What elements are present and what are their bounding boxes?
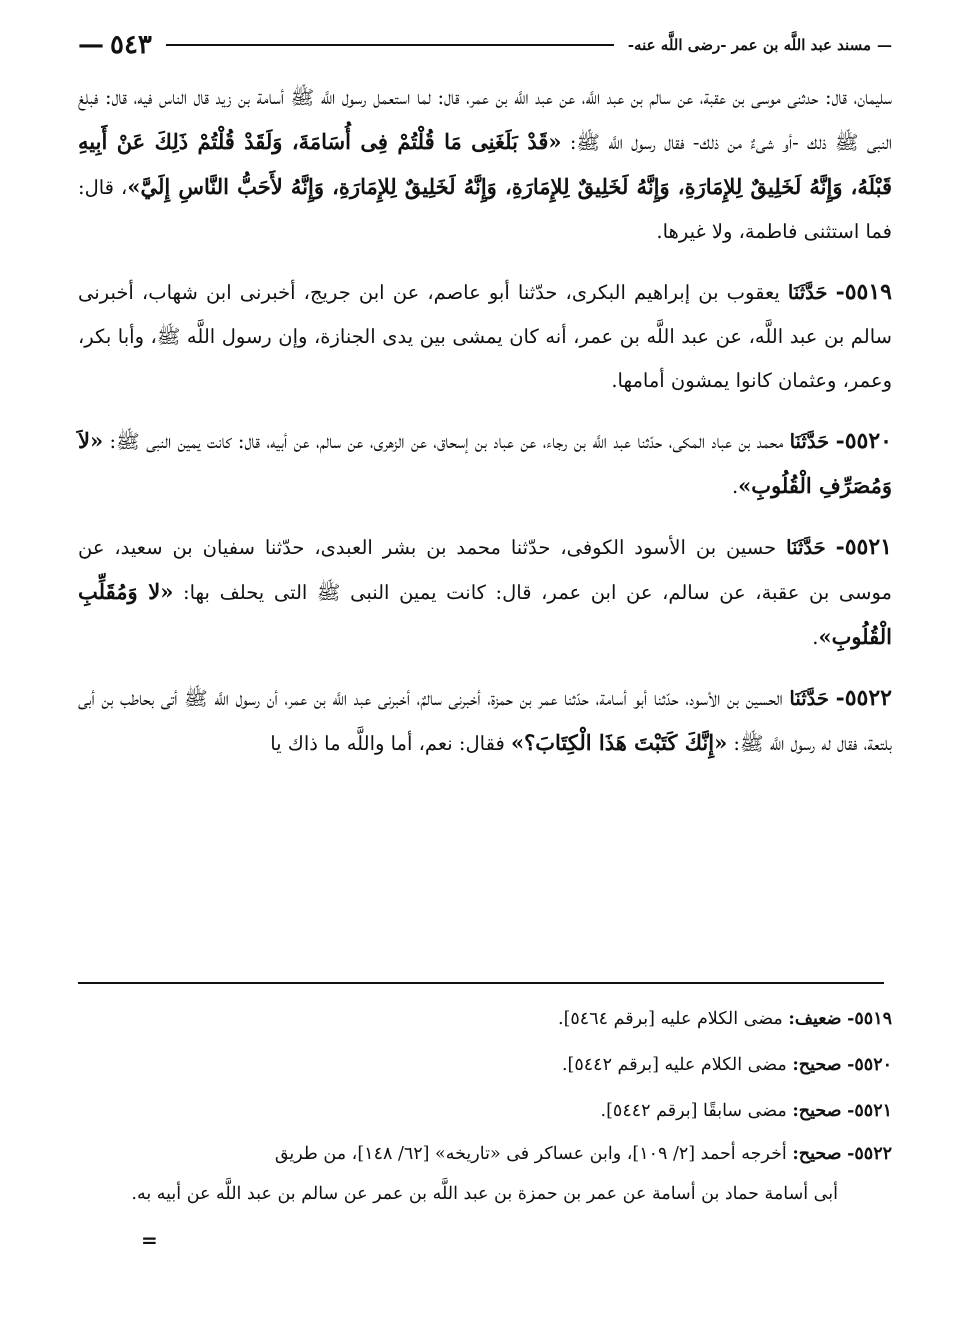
hadith-opening: حَدَّثَنَا xyxy=(786,536,826,559)
grade-label: صحيح: xyxy=(792,1055,842,1075)
running-title: —مسند عبد اللَّه بن عمر -رضى اللَّه عنه- xyxy=(627,36,892,54)
prophetic-quote: «قَدْ بَلَغَنِى مَا قُلْتُمْ فِى أُسَامَةَ، وَلَقَدْ قُلْتُمْ ذَلِكَ عَنْ أَبِيهِ قَبْلَهُ، وَإِنَّهُ لَخَلِيقٌ لِلإِمَارَةِ، وَإِنَّهُ لَخَلِيقٌ لِلإِمَارَةِ، وَإِنَّهُ لَخَلِيقٌ لِلإِمَارَةِ، وَإِنَّهُ لأَحَبُّ النَّاسِ إِلَيَّ» xyxy=(78,129,893,199)
hadith-number: ٥٥١٩- xyxy=(835,279,892,305)
page-number: ٥٤٣— xyxy=(78,30,152,60)
prophetic-quote: «إِنَّكَ كَتَبْتَ هَذَا الْكِتَابَ؟» xyxy=(510,730,728,755)
grade-label: صحيح: xyxy=(792,1101,842,1121)
hadith-5519: ٥٥١٩- حَدَّثَنَا يعقوب بن إبراهيم البكرى، حدّثنا أبو عاصم، عن ابن جريج، أخبرنى ابن شهاب، أخبرنى سالم بن عبد اللَّه، عن عبد اللَّه بن عمر، أنه كان يمشى بين يدى الجنازة، وإن رسول اللَّه ﷺ، وأبا بكر، وعمر، وعثمان كانوا يمشون أمامها. xyxy=(78,279,892,392)
footnote-separator xyxy=(78,982,884,984)
footnote-5522: ٥٥٢٢- صحيح: أخرجه أحمد [٢/ ١٠٩]، وابن عساكر فى «تاريخه» [٦٢/ ١٤٨]، من طريق أبى أسامة حماد بن أسامة عن عمر بن حمزة بن عبد اللَّه بن عمر عن سالم بن عبد اللَّه عن أبيه به. xyxy=(78,1134,892,1214)
prophetic-quote: «لا وَمُقَلِّبِ الْقُلُوبِ» xyxy=(78,579,892,649)
hadith-opening: حَدَّثَنَا xyxy=(789,687,829,710)
page-header xyxy=(78,28,892,62)
hadith-number: ٥٥٢٠- xyxy=(835,428,892,454)
header-rule xyxy=(166,44,614,46)
grade-label: ضعيف: xyxy=(788,1009,842,1029)
hadith-number: ٥٥٢١- xyxy=(835,534,892,560)
hadith-5520: ٥٥٢٠- حَدَّثَنَا محمد بن عباد المكى، حدّثنا عبد اللَّه بن رجاء، عن عباد بن إسحاق، عن الزهرى، عن سالم، عن أبيه، قال: كانت يمين النبى ﷺ: «لاَ وَمُصَرِّفِ الْقُلُوبِ». xyxy=(78,428,892,498)
footnote-5519: ٥٥١٩- ضعيف: مضى الكلام عليه [برقم ٥٤٦٤]. xyxy=(558,1009,892,1029)
intro-paragraph: سليمان، قال: حدثنى موسى بن عقبة، عن سالم بن عبد اللَّه، عن عبد اللَّه بن عمر، قال: لما استعمل رسول اللَّه ﷺ أسامة بن زيد قال الناس فيه، قال: فبلغ النبى ﷺ ذلك -أو شىءٌ من ذلك- فقال رسول اللَّه ﷺ: «قَدْ بَلَغَنِى مَا قُلْتُمْ فِى أُسَامَةَ، وَلَقَدْ قُلْتُمْ ذَلِكَ عَنْ أَبِيهِ قَبْلَهُ، وَإِنَّهُ لَخَلِيقٌ لِلإِمَارَةِ، وَإِنَّهُ لَخَلِيقٌ لِلإِمَارَةِ، وَإِنَّهُ لَخَلِيقٌ لِلإِمَارَةِ، وَإِنَّهُ لأَحَبُّ النَّاسِ إِلَيَّ»، قال: فما استثنى فاطمة، ولا غيرها. xyxy=(78,86,893,243)
footnote-continuation: أبى أسامة حماد بن أسامة عن عمر بن حمزة بن عبد اللَّه بن عمر عن سالم بن عبد اللَّه عن أبيه به. xyxy=(131,1184,838,1204)
hadith-opening: حَدَّثَنَا xyxy=(787,281,828,304)
footnotes xyxy=(78,996,892,1214)
grade-label: صحيح: xyxy=(792,1144,842,1164)
footnote-5521: ٥٥٢١- صحيح: مضى سابقًا [برقم ٥٤٤٢]. xyxy=(600,1101,892,1121)
hadith-5521: ٥٥٢١- حَدَّثَنَا حسين بن الأسود الكوفى، حدّثنا محمد بن بشر العبدى، حدّثنا سفيان بن سعيد، عن موسى بن عقبة، عن سالم، عن ابن عمر، قال: كانت يمين النبى ﷺ التى يحلف بها: «لا وَمُقَلِّبِ الْقُلُوبِ». xyxy=(78,534,893,649)
continuation-mark: = xyxy=(141,1228,158,1252)
main-text xyxy=(78,76,892,782)
hadith-5522: ٥٥٢٢- حَدَّثَنَا الحسين بن الأسود، حدّثنا أبو أسامة، حدّثنا عمر بن حمزة، أخبرنى سالمٌ، أخبرنى عبد اللَّه بن عمر، أن رسول اللَّه ﷺ أتى بحاطب بن أبى بلتعة، فقال له رسول اللَّه ﷺ: «إِنَّكَ كَتَبْتَ هَذَا الْكِتَابَ؟» فقال: نعم، أما واللَّه ما ذاك يا xyxy=(78,685,892,755)
hadith-number: ٥٥٢٢- xyxy=(835,685,892,711)
hadith-opening: حَدَّثَنَا xyxy=(789,430,830,453)
footnote-5520: ٥٥٢٠- صحيح: مضى الكلام عليه [برقم ٥٤٤٢]. xyxy=(561,1055,892,1075)
prophetic-quote: «لاَ وَمُصَرِّفِ الْقُلُوبِ» xyxy=(78,428,892,498)
